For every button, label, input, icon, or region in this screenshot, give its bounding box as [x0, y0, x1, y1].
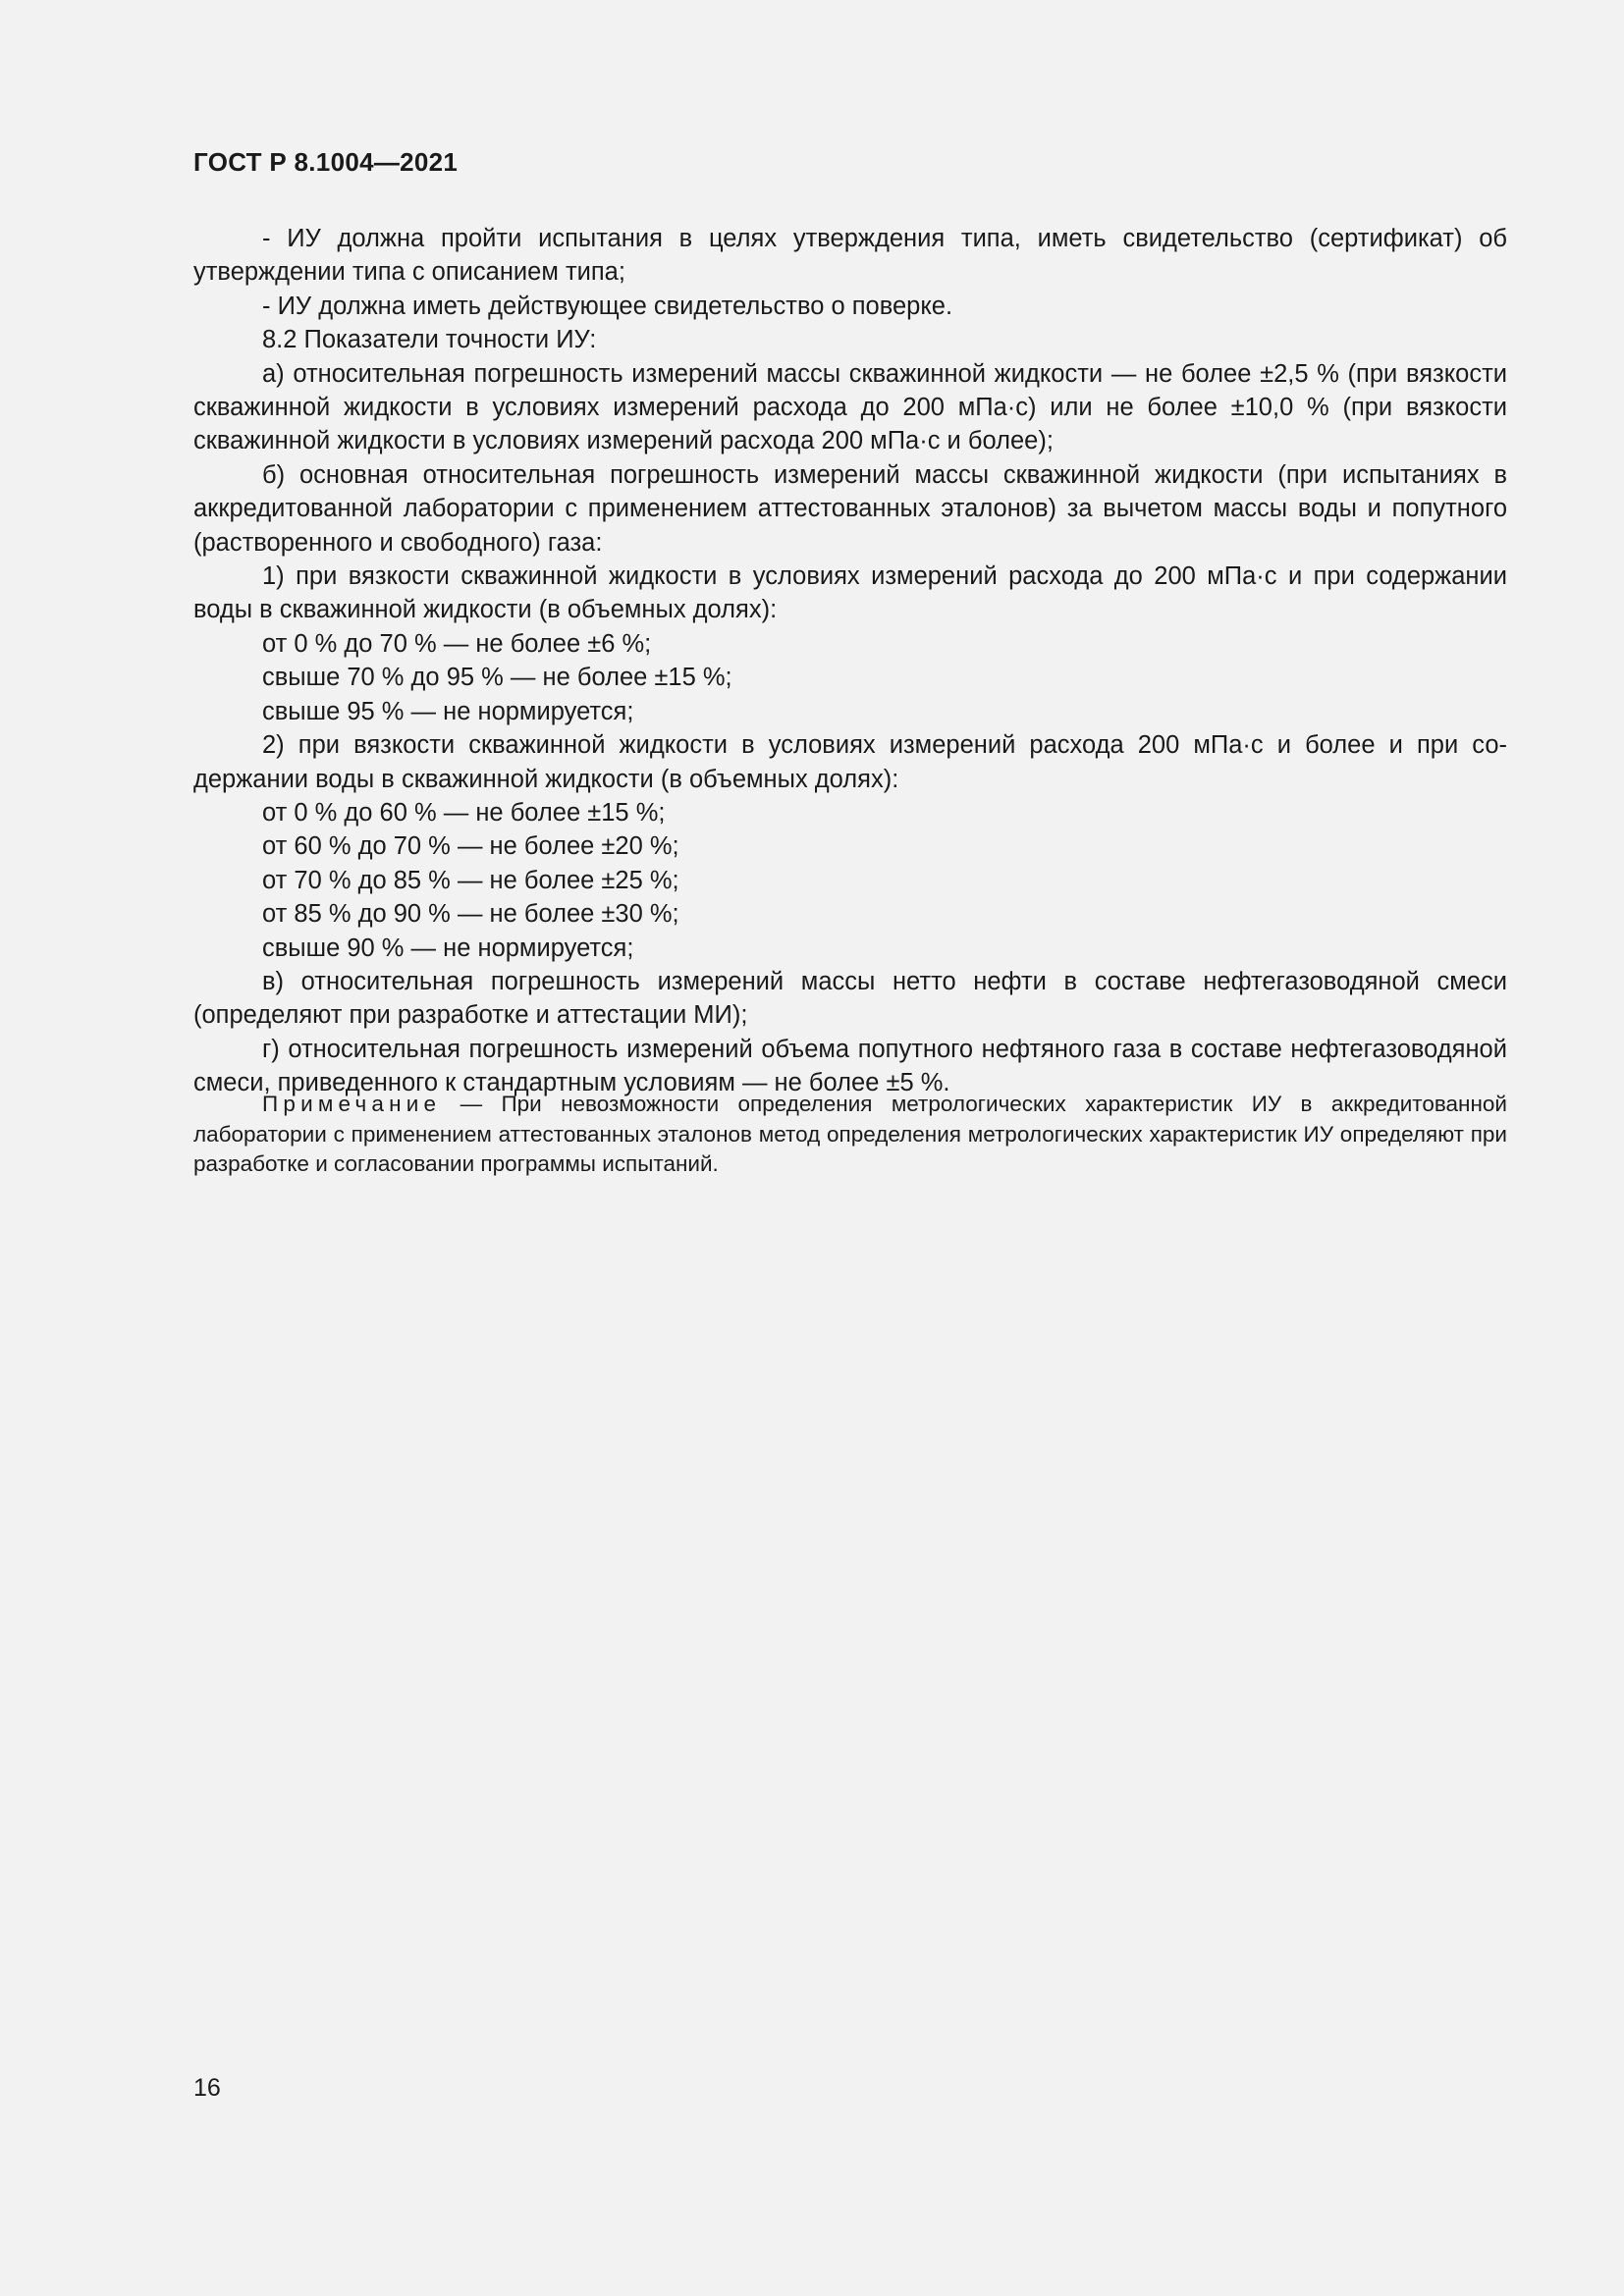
list-item-range: от 0 % до 70 % — не более ±6 %;: [262, 629, 652, 658]
list-item-range: от 0 % до 60 % — не более ±15 %;: [262, 798, 666, 827]
paragraph-item-g: г) относительная погрешность измерений объема попутного нефтяного газа в составе нефтегазоводяной смеси, приведенного к стандартным условиям — не более ±5 %.: [193, 1035, 1507, 1097]
body-text: [193, 222, 1507, 1100]
page-number: 16: [193, 2074, 221, 2102]
paragraph-subitem-1: 1) при вязкости скважинной жидкости в условиях измерений расхода до 200 мПа·с и при содержании воды в скважинной жидкости (в объемных долях):: [193, 562, 1507, 624]
paragraph-requirement-type-approval: - ИУ должна пройти испытания в целях утверждения типа, иметь свидетельство (сертификат) об утверждении типа с описанием типа;: [193, 225, 1507, 287]
paragraph-subitem-2: 2) при вязкости скважинной жидкости в условиях измерений расхода 200 мПа·с и более и при содержании воды в скважинной жидкости (в объемных долях):: [193, 731, 1507, 793]
paragraph-item-a: а) относительная погрешность измерений массы скважинной жидкости — не более ±2,5 % (при вязкости скважинной жидкости в условиях измерений расхода до 200 мПа·с) или не более ±10,0 % (при вязкости скважинной жидкости в условиях измерений расхода 200 мПа·с и более);: [193, 359, 1507, 455]
list-item-range: от 60 % до 70 % — не более ±20 %;: [262, 832, 679, 861]
list-item-range: от 85 % до 90 % — не более ±30 %;: [262, 900, 679, 929]
list-item-range: свыше 90 % — не нормируется;: [262, 934, 634, 962]
paragraph-item-b: б) основная относительная погрешность измерений массы скважинной жидкости (при испытаниях в аккредитованной лаборатории с применением аттестованных эталонов) за вычетом массы воды и попутного (растворенного и свободного) газа:: [193, 460, 1507, 557]
paragraph-requirement-verification: - ИУ должна иметь действующее свидетельство о поверке.: [262, 292, 953, 320]
list-item-range: от 70 % до 85 % — не более ±25 %;: [262, 866, 679, 894]
list-item-range: свыше 70 % до 95 % — не более ±15 %;: [262, 664, 732, 692]
list-item-range: свыше 95 % — не нормируется;: [262, 697, 634, 725]
paragraph-section-8-2: 8.2 Показатели точности ИУ:: [262, 326, 597, 354]
note-paragraph: [193, 1090, 1507, 1180]
note-label: Примечание: [262, 1092, 442, 1116]
note-block: [193, 1090, 1507, 1180]
document-code-header: ГОСТ Р 8.1004—2021: [193, 147, 459, 177]
note-text: — При невозможности определения метрологических характеристик ИУ в аккредитованной лаборатории с применением аттестованных эталонов метод определения метрологических характеристик ИУ определяют при разработке и согласовании программы испытаний.: [193, 1092, 1507, 1176]
paragraph-item-v: в) относительная погрешность измерений массы нетто нефти в составе нефтегазоводяной смеси (определяют при разработке и аттестации МИ);: [193, 967, 1507, 1030]
